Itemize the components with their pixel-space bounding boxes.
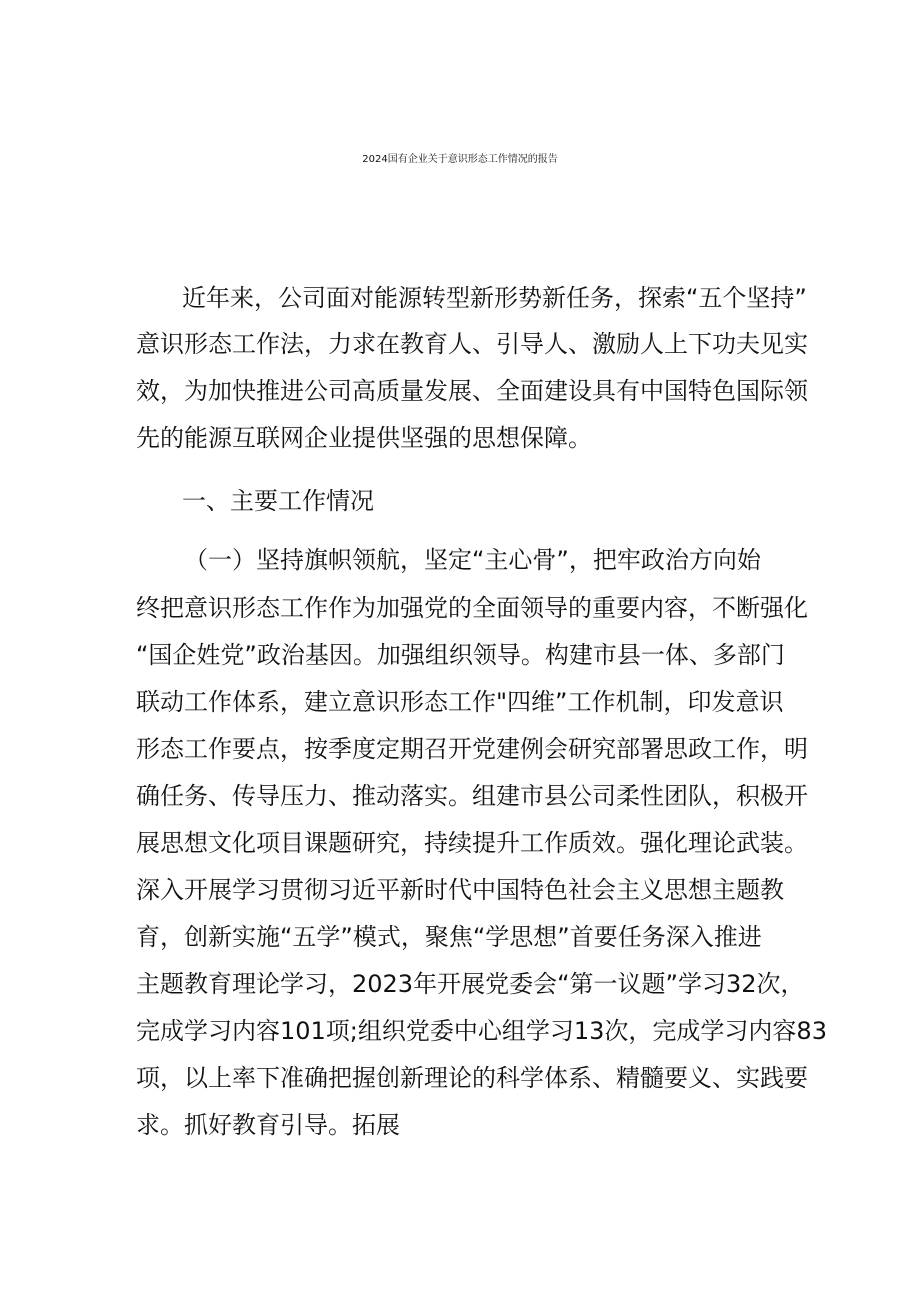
paragraph-line: 深入开展学习贯彻习近平新时代中国特色社会主义思想主题教 [136, 876, 784, 904]
paragraph-line: 完成学习内容101项;组织党委中心组学习13次，完成学习内容83 [136, 1017, 827, 1045]
paragraph-line: （一）坚持旗帜领航，坚定“主心骨”，把牢政治方向始 [184, 546, 761, 574]
paragraph-line: 效，为加快推进公司高质量发展、全面建设具有中国特色国际领 [136, 377, 808, 405]
paragraph-line: “国企姓党”政治基因。加强组织领导。构建市县一体、多部门 [136, 641, 785, 669]
paragraph-line: 意识形态工作法，力求在教育人、引导人、激励人上下功夫见实 [136, 330, 808, 358]
paragraph-line: 确任务、传导压力、推动落实。组建市县公司柔性团队，积极开 [136, 782, 808, 810]
paragraph-line: 主题教育理论学习，2023年开展党委会“第一议题”学习32次， [136, 970, 805, 998]
paragraph-line: 育，创新实施“五学”模式，聚焦“学思想”首要任务深入推进 [136, 923, 762, 951]
paragraph-line: 形态工作要点，按季度定期召开党建例会研究部署思政工作，明 [136, 735, 808, 763]
paragraph-line: 展思想文化项目课题研究，持续提升工作质效。强化理论武装。 [136, 829, 808, 857]
section-heading: 一、主要工作情况 [182, 487, 374, 515]
paragraph-line: 近年来，公司面对能源转型新形势新任务，探索“五个坚持” [182, 284, 807, 312]
paragraph-line: 终把意识形态工作作为加强党的全面领导的重要内容，不断强化 [136, 594, 808, 622]
document-title: 2024国有企业关于意识形态工作情况的报告 [362, 154, 558, 165]
paragraph-line: 先的能源互联网企业提供坚强的思想保障。 [136, 424, 592, 452]
paragraph-line: 联动工作体系，建立意识形态工作"四维”工作机制，印发意识 [136, 688, 784, 716]
paragraph-line: 项，以上率下准确把握创新理论的科学体系、精髓要义、实践要 [136, 1064, 808, 1092]
paragraph-line: 求。抓好教育引导。拓展 [136, 1111, 400, 1139]
